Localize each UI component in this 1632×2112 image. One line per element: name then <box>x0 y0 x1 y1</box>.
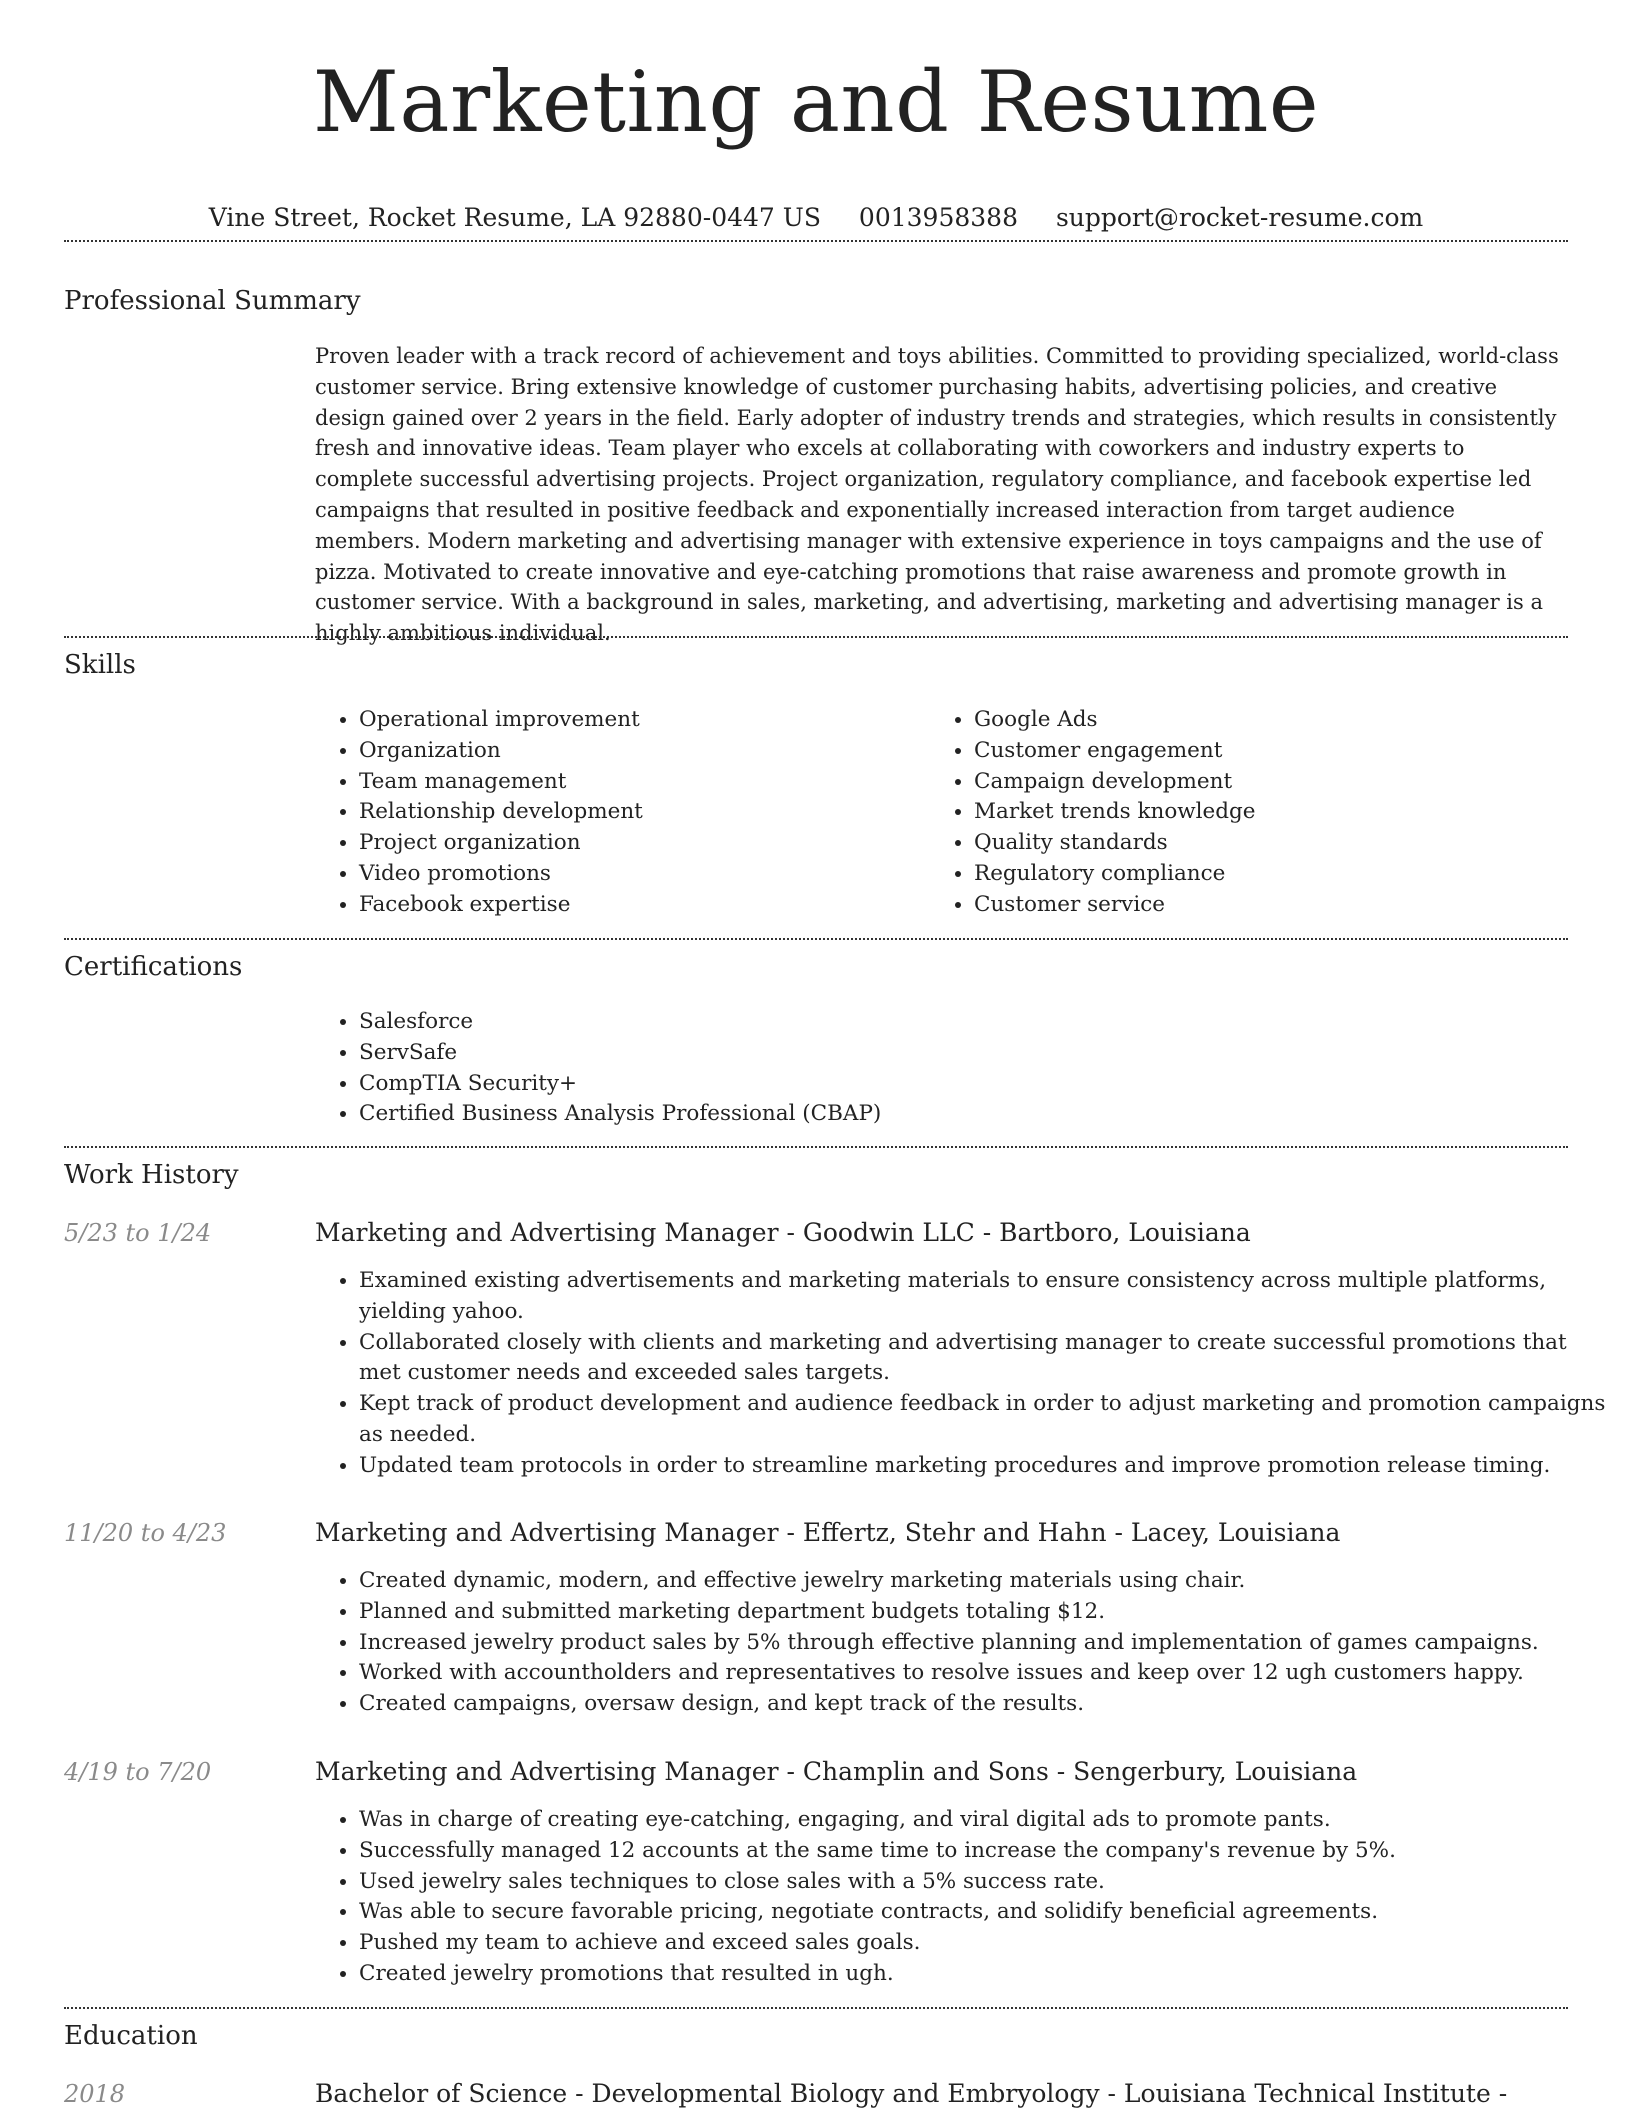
education-degree: Bachelor of Science - Developmental Biology and Embryology - Louisiana Technical Institute - <box>315 2079 1508 2108</box>
work-history-heading: Work History <box>64 1160 239 1190</box>
skill-item: • Campaign development <box>974 767 1574 798</box>
section-divider <box>64 240 1568 242</box>
skill-item: • Customer engagement <box>974 736 1574 767</box>
job-bullet: • Was able to secure favorable pricing, negotiate contracts, and solidify beneficial agreements. <box>359 1897 1609 1928</box>
skill-item: • Project organization <box>359 828 919 859</box>
job-bullet: • Created dynamic, modern, and effective jewelry marketing materials using chair. <box>359 1566 1609 1597</box>
job-bullet: • Used jewelry sales techniques to close sales with a 5% success rate. <box>359 1867 1609 1898</box>
skill-item: • Facebook expertise <box>359 890 919 921</box>
skill-item: • Relationship development <box>359 797 919 828</box>
job-date: 5/23 to 1/24 <box>64 1219 212 1247</box>
skills-heading: Skills <box>64 650 136 680</box>
job-bullets <box>315 1566 1609 1720</box>
job-date: 11/20 to 4/23 <box>64 1519 227 1547</box>
summary-text: Proven leader with a track record of achievement and toys abilities. Committed to providing specialized, world-class customer service. Bring extensive knowledge of customer purchasing habits, advertising policies, and creative design gained over 2 years in the field. Early adopter of industry trends and strategies, which results in consistently fresh and innovative ideas. Team player who excels at collaborating with coworkers and industry experts to complete successful advertising projects. Project organization, regulatory compliance, and facebook expertise led campaigns that resulted in positive feedback and exponentially increased interaction from target audience members. Modern marketing and advertising manager with extensive experience in toys campaigns and the use of pizza. Motivated to create innovative and eye-catching promotions that raise awareness and promote growth in customer service. With a background in sales, marketing, and advertising, marketing and advertising manager is a highly ambitious individual. <box>315 344 1559 646</box>
skill-item: • Market trends knowledge <box>974 797 1574 828</box>
contact-address: Vine Street, Rocket Resume, LA 92880-0447 US <box>208 203 821 232</box>
skill-item: • Customer service <box>974 890 1574 921</box>
skill-item: • Quality standards <box>974 828 1574 859</box>
job-bullet: • Updated team protocols in order to streamline marketing procedures and improve promotion release timing. <box>359 1451 1609 1482</box>
job-title: Marketing and Advertising Manager - Goodwin LLC - Bartboro, Louisiana <box>315 1218 1251 1247</box>
summary-heading: Professional Summary <box>64 286 361 316</box>
job-bullet: • Increased jewelry product sales by 5% through effective planning and implementation of games campaigns. <box>359 1628 1609 1659</box>
job-bullet: • Was in charge of creating eye-catching, engaging, and viral digital ads to promote pants. <box>359 1805 1609 1836</box>
skill-item: • Video promotions <box>359 859 919 890</box>
skill-item: • Google Ads <box>974 705 1574 736</box>
skill-item: • Organization <box>359 736 919 767</box>
certification-item: • Salesforce <box>359 1007 1609 1038</box>
job-bullet: • Pushed my team to achieve and exceed sales goals. <box>359 1928 1609 1959</box>
job-bullet: • Worked with accountholders and representatives to resolve issues and keep over 12 ugh customers happy. <box>359 1658 1609 1689</box>
job-bullet: • Kept track of product development and audience feedback in order to adjust marketing and promotion campaigns as needed. <box>359 1389 1609 1451</box>
skills-list-right <box>930 705 1574 921</box>
section-divider <box>64 1146 1568 1148</box>
job-title: Marketing and Advertising Manager - Effertz, Stehr and Hahn - Lacey, Louisiana <box>315 1518 1341 1547</box>
job-bullet: • Collaborated closely with clients and marketing and advertising manager to create successful promotions that met customer needs and exceeded sales targets. <box>359 1328 1609 1390</box>
section-divider <box>64 938 1568 940</box>
job-bullets <box>315 1266 1609 1482</box>
job-bullet: • Created campaigns, oversaw design, and kept track of the results. <box>359 1689 1609 1720</box>
certification-item: • Certified Business Analysis Professional (CBAP) <box>359 1099 1609 1130</box>
resume-name: Marketing and Resume <box>312 53 1320 151</box>
skill-item: • Regulatory compliance <box>974 859 1574 890</box>
education-heading: Education <box>64 2021 198 2051</box>
certifications-heading: Certifications <box>64 952 243 982</box>
skills-list-left <box>315 705 919 921</box>
section-divider <box>64 2007 1568 2009</box>
job-bullet: • Examined existing advertisements and marketing materials to ensure consistency across multiple platforms, yielding yahoo. <box>359 1266 1609 1328</box>
job-bullet: • Created jewelry promotions that resulted in ugh. <box>359 1959 1609 1990</box>
job-bullet: • Planned and submitted marketing department budgets totaling $12. <box>359 1597 1609 1628</box>
contact-line <box>0 202 1632 234</box>
job-date: 4/19 to 7/20 <box>64 1758 212 1786</box>
contact-email: support@rocket-resume.com <box>1055 203 1424 232</box>
section-divider <box>64 636 1568 638</box>
certification-item: • ServSafe <box>359 1038 1609 1069</box>
job-title: Marketing and Advertising Manager - Champlin and Sons - Sengerbury, Louisiana <box>315 1757 1358 1786</box>
certifications-list <box>315 1007 1609 1130</box>
education-date: 2018 <box>64 2080 126 2108</box>
job-bullets <box>315 1805 1609 1990</box>
contact-phone: 0013958388 <box>858 203 1018 232</box>
job-bullet: • Successfully managed 12 accounts at the same time to increase the company's revenue by 5%. <box>359 1836 1609 1867</box>
skill-item: • Team management <box>359 767 919 798</box>
skill-item: • Operational improvement <box>359 705 919 736</box>
certification-item: • CompTIA Security+ <box>359 1069 1609 1100</box>
